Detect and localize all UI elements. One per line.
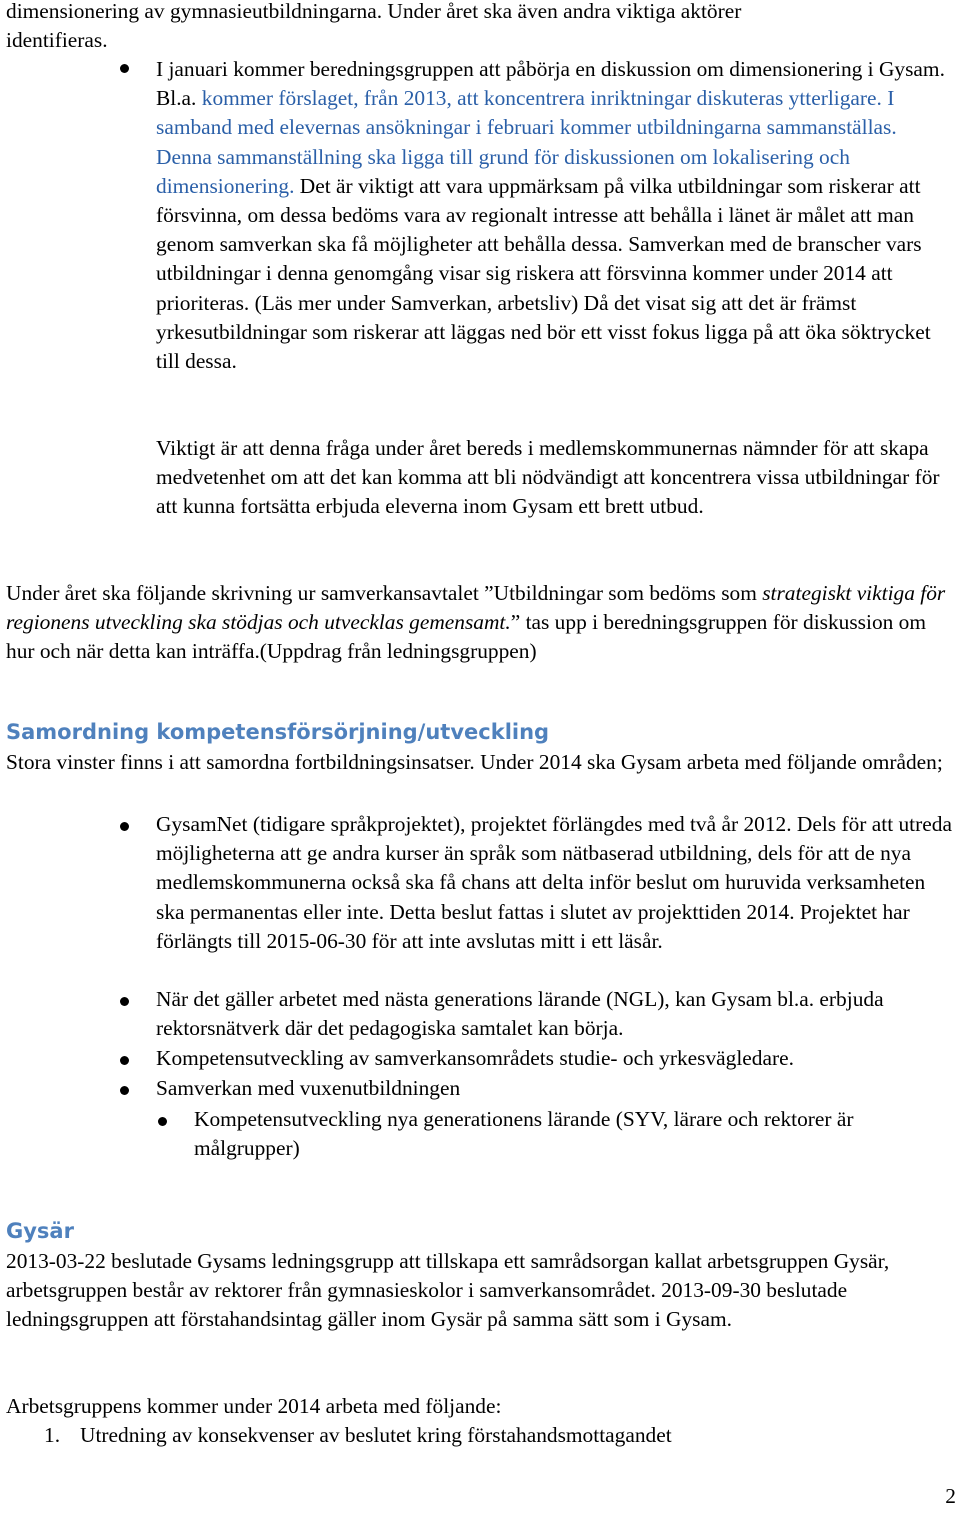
text-paragraph-top bbox=[6, 0, 956, 55]
list-item-utredning: Utredning av konsekvenser av beslutet kring förstahandsmottagandet bbox=[80, 1423, 672, 1447]
bullet-subitem-ngl: Kompetensutveckling nya generationens lärande (SYV, lärare och rektorer är målgrupper) bbox=[194, 1107, 854, 1161]
text-paragraph-gysar: 2013-03-22 beslutade Gysams ledningsgrupp att tillskapa ett samrådsorgan kallat arbetsgruppen Gysär, arbetsgruppen består av rektorer från gymnasieskolor i samverkansområdet. 2013-09-30 beslutade ledningsgruppen att förstahandsintag gäller inom Gysär på samma sätt som i Gysam. bbox=[6, 1249, 890, 1332]
section-heading-kompetens: Samordning kompetensförsörjning/utveckling bbox=[6, 720, 550, 744]
bullet-icon bbox=[158, 1117, 167, 1126]
bullet-item-ngl: När det gäller arbetet med nästa generations lärande (NGL), kan Gysam bl.a. erbjuda rektorsnätverk där det pedagogiska samtalet kan börja. bbox=[156, 987, 884, 1041]
bullet-item-dimensionering: I januari kommer beredningsgruppen att påbörja en diskussion om dimensionering i Gysam. Bl.a. kommer förslaget, från 2013, att koncentrera inriktningar diskuteras ytterligare. I samband med elevernas ansökningar i februari kommer utbildningarna sammanställas. Denna sammanställning ska ligga till grund för diskussionen om lokalisering och dimensionering. Det är viktigt att vara uppmärksam på vilka utbildningar som riskerar att försvinna, om dessa bedöms vara av regionalt intresse att behålla i länet är målet att man genom samverkan ska få möjligheter att behålla dessa. Samverkan med de branscher vars utbildningar i denna genomgång visar sig riskera att försvinna kommer under 2014 att prioriteras. (Läs mer under Samverkan, arbetsliv) Då det visat sig att det är främst yrkesutbildningar som riskerar att läggas ned bör ett visst fokus ligga på att öka söktrycket till dessa. bbox=[156, 57, 945, 374]
text-line: dimensionering av gymnasieutbildningarna. Under året ska även andra viktiga aktörer bbox=[6, 0, 742, 23]
text-paragraph-samverkansavtal: Under året ska följande skrivning ur samverkansavtalet ”Utbildningar som bedöms som strategiskt viktiga för regionens utveckling ska stödjas och utvecklas gemensamt.” tas upp i beredningsgruppen för diskussion om hur och när detta kan inträffa.(Uppdrag från ledningsgruppen) bbox=[6, 581, 946, 664]
bullet-icon bbox=[120, 1056, 129, 1065]
bullet-icon bbox=[120, 997, 129, 1006]
bullet-icon bbox=[120, 64, 129, 73]
section-heading-gysar: Gysär bbox=[6, 1219, 74, 1243]
bullet-item-vux: Samverkan med vuxenutbildningen bbox=[156, 1076, 461, 1100]
bullet-icon bbox=[120, 1086, 129, 1095]
page-number: 2 bbox=[945, 1484, 956, 1508]
bullet-item-gysamnet: GysamNet (tidigare språkprojektet), projektet förlängdes med två år 2012. Dels för att utreda möjligheterna att ge andra kurser än språk som nätbaserad utbildning, dels för att de nya medlemskommunerna också ska få chans att delta inför beslut om huruvida verksamheten ska permanentas eller inte. Detta beslut fattas i slutet av projekttiden 2014. Projektet har förlängts till 2015-06-30 för att inte avslutas mitt i ett läsår. bbox=[156, 812, 952, 953]
list-number: 1. bbox=[44, 1423, 61, 1447]
bullet-item-syv: Kompetensutveckling av samverkansområdets studie- och yrkesvägledare. bbox=[156, 1046, 794, 1070]
bullet-icon bbox=[120, 822, 129, 831]
text-paragraph-kompetens-intro: Stora vinster finns i att samordna fortbildningsinsatser. Under 2014 ska Gysam arbeta med följande områden; bbox=[6, 750, 943, 774]
text-paragraph-arbetsgrupp: Arbetsgruppens kommer under 2014 arbeta med följande: bbox=[6, 1394, 502, 1418]
text-line: identifieras. bbox=[6, 28, 108, 53]
bullet-item-continuation: Viktigt är att denna fråga under året bereds i medlemskommunernas nämnder för att skapa medvetenhet om att det kan komma att bli nödvändigt att koncentrera vissa utbildningar för att kunna fortsätta erbjuda eleverna inom Gysam ett brett utbud. bbox=[156, 436, 940, 519]
